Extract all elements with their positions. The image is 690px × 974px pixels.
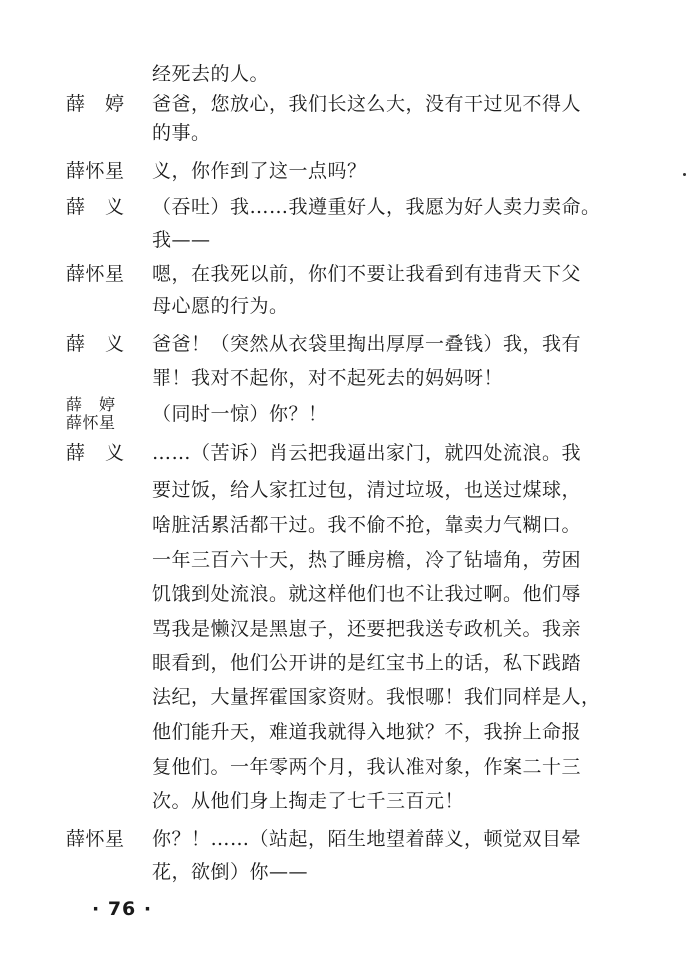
speaker-label: 薛怀星 bbox=[66, 160, 125, 182]
dialogue-line: （吞吐）我……我遵重好人，我愿为好人卖力卖命。 bbox=[152, 196, 601, 218]
speaker-label: 薛怀星 bbox=[66, 828, 125, 850]
dialogue-line: （同时一惊）你？！ bbox=[152, 403, 328, 425]
dialogue-line: 爸爸！（突然从衣袋里掏出厚厚一叠钱）我，我有 bbox=[152, 333, 582, 355]
dialogue-line: 罪！我对不起你，对不起死去的妈妈呀！ bbox=[152, 367, 504, 389]
dialogue-line: 要过饭，给人家扛过包，清过垃圾，也送过煤球， bbox=[152, 479, 582, 501]
dialogue-line: 我—— bbox=[152, 229, 211, 251]
speaker-label: 薛 义 bbox=[66, 196, 125, 218]
dialogue-line: 次。从他们身上掏走了七千三百元！ bbox=[152, 790, 465, 812]
dialogue-line: 你？！……（站起，陌生地望着薛义，顿觉双目晕 bbox=[152, 828, 582, 850]
speaker-label: 薛 婷 bbox=[66, 395, 116, 414]
dialogue-line: 母心愿的行为。 bbox=[152, 295, 289, 317]
dialogue-line: 一年三百六十天，热了睡房檐，冷了钻墙角，劳困 bbox=[152, 549, 582, 571]
margin-dot bbox=[683, 173, 686, 176]
dialogue-line: 法纪，大量挥霍国家资财。我恨哪！我们同样是人， bbox=[152, 686, 601, 708]
dialogue-line: ……（苦诉）肖云把我逼出家门，就四处流浪。我 bbox=[152, 442, 582, 464]
speaker-label: 薛 义 bbox=[66, 333, 125, 355]
dialogue-line: 爸爸，您放心，我们长这么大，没有干过见不得人 bbox=[152, 93, 582, 115]
dialogue-line: 骂我是懒汉是黑崽子，还要把我送专政机关。我亲 bbox=[152, 618, 582, 640]
speaker-label: 薛 婷 bbox=[66, 93, 125, 115]
dialogue-line: 他们能升天，难道我就得入地狱？不，我拚上命报 bbox=[152, 721, 582, 743]
speaker-label: 薛怀星 bbox=[66, 263, 125, 285]
dialogue-line: 经死去的人。 bbox=[152, 63, 270, 85]
dialogue-line: 花，欲倒）你—— bbox=[152, 861, 309, 883]
page-number: · 76 · bbox=[92, 898, 153, 920]
speaker-label: 薛怀星 bbox=[66, 413, 116, 432]
dialogue-line: 的事。 bbox=[152, 122, 211, 144]
speaker-label: 薛 义 bbox=[66, 442, 125, 464]
dialogue-line: 复他们。一年零两个月，我认准对象，作案二十三 bbox=[152, 756, 582, 778]
dialogue-line: 啥脏活累活都干过。我不偷不抢，靠卖力气糊口。 bbox=[152, 514, 582, 536]
dialogue-line: 眼看到，他们公开讲的是红宝书上的话，私下践踏 bbox=[152, 652, 582, 674]
dialogue-line: 义，你作到了这一点吗？ bbox=[152, 160, 367, 182]
dialogue-line: 嗯，在我死以前，你们不要让我看到有违背天下父 bbox=[152, 263, 582, 285]
dialogue-line: 饥饿到处流浪。就这样他们也不让我过啊。他们辱 bbox=[152, 583, 582, 605]
